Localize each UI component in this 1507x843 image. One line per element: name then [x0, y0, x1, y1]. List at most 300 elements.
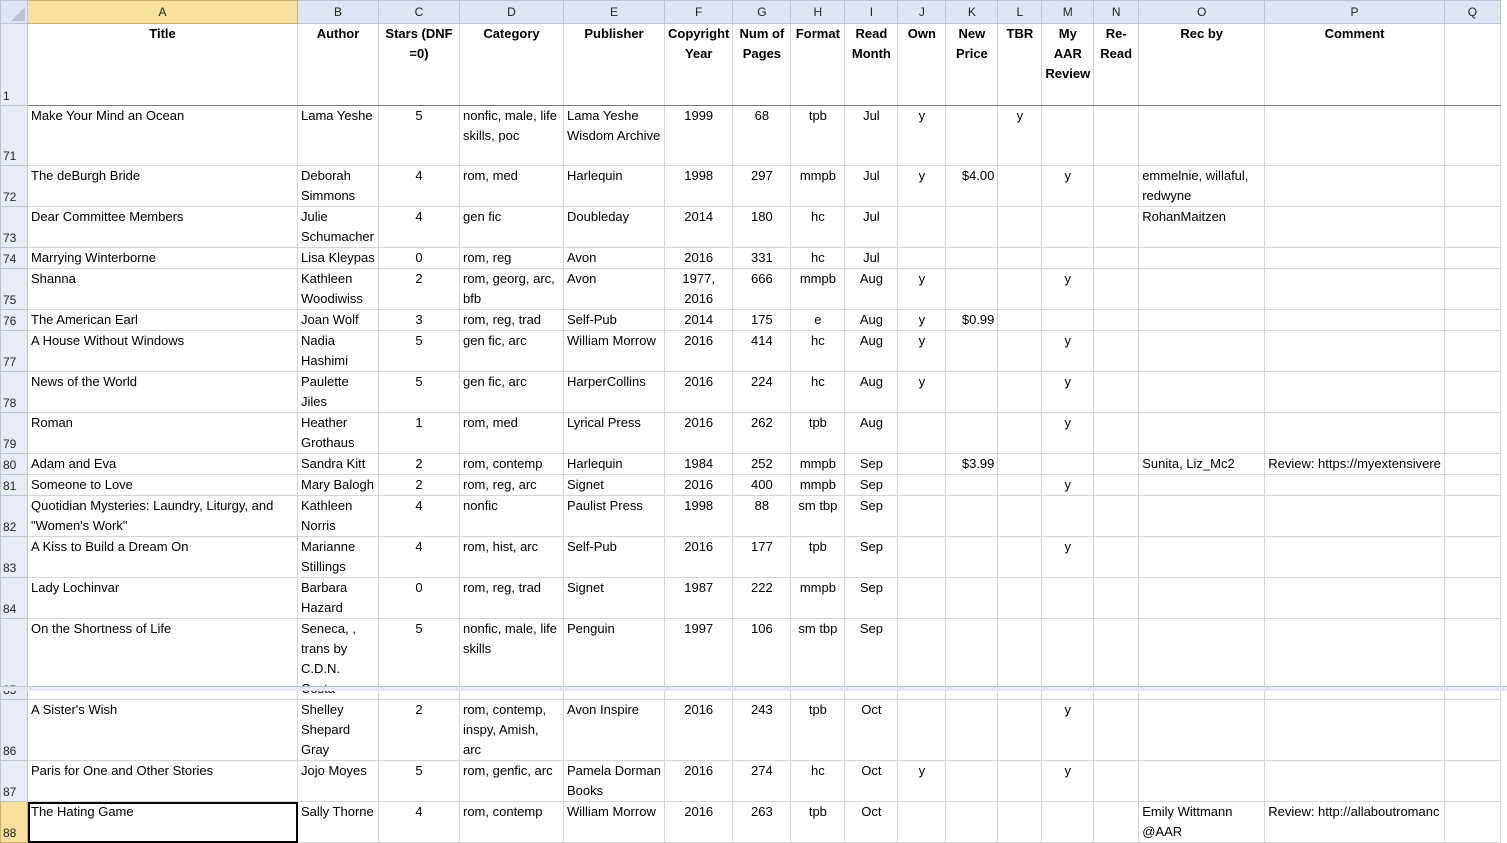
- column-header-o[interactable]: O: [1139, 1, 1265, 24]
- cell-b74[interactable]: Lisa Kleypas: [298, 248, 379, 269]
- cell-d86[interactable]: rom, contemp, inspy, Amish, arc: [460, 700, 564, 761]
- cell-h79[interactable]: tpb: [791, 413, 845, 454]
- column-title-d[interactable]: Category: [460, 24, 564, 106]
- cell-h77[interactable]: hc: [791, 331, 845, 372]
- cell-n87[interactable]: [1094, 761, 1139, 802]
- cell-m87[interactable]: y: [1042, 761, 1094, 802]
- cell-b78[interactable]: Paulette Jiles: [298, 372, 379, 413]
- cell-d75[interactable]: rom, georg, arc, bfb: [460, 269, 564, 310]
- cell-i78[interactable]: Aug: [845, 372, 898, 413]
- cell-c74[interactable]: 0: [379, 248, 460, 269]
- cell-i73[interactable]: Jul: [845, 207, 898, 248]
- cell-b76[interactable]: Joan Wolf: [298, 310, 379, 331]
- row-number[interactable]: 83: [1, 537, 28, 578]
- cell-k75[interactable]: [946, 269, 998, 310]
- cell-j83[interactable]: [898, 537, 946, 578]
- cell-c85[interactable]: 5: [379, 619, 460, 700]
- row-number[interactable]: 74: [1, 248, 28, 269]
- cell-c79[interactable]: 1: [379, 413, 460, 454]
- cell-f77[interactable]: 2016: [665, 331, 733, 372]
- cell-i83[interactable]: Sep: [845, 537, 898, 578]
- cell-k83[interactable]: [946, 537, 998, 578]
- cell-a71[interactable]: Make Your Mind an Ocean: [28, 106, 298, 166]
- cell-g79[interactable]: 262: [733, 413, 791, 454]
- cell-e75[interactable]: Avon: [564, 269, 665, 310]
- cell-n71[interactable]: [1094, 106, 1139, 166]
- cell-i74[interactable]: Jul: [845, 248, 898, 269]
- cell-f72[interactable]: 1998: [665, 166, 733, 207]
- cell-m86[interactable]: y: [1042, 700, 1094, 761]
- cell-k86[interactable]: [946, 700, 998, 761]
- cell-c72[interactable]: 4: [379, 166, 460, 207]
- cell-j76[interactable]: y: [898, 310, 946, 331]
- cell-n78[interactable]: [1094, 372, 1139, 413]
- cell-h85[interactable]: sm tbp: [791, 619, 845, 700]
- cell-l81[interactable]: [998, 475, 1042, 496]
- cell-e78[interactable]: HarperCollins: [564, 372, 665, 413]
- cell-m84[interactable]: [1042, 578, 1094, 619]
- cell-n76[interactable]: [1094, 310, 1139, 331]
- cell-k74[interactable]: [946, 248, 998, 269]
- cell-b72[interactable]: Deborah Simmons: [298, 166, 379, 207]
- cell-d77[interactable]: gen fic, arc: [460, 331, 564, 372]
- cell-i88[interactable]: Oct: [845, 802, 898, 843]
- cell-q72[interactable]: [1444, 166, 1500, 207]
- cell-d74[interactable]: rom, reg: [460, 248, 564, 269]
- cell-a73[interactable]: Dear Committee Members: [28, 207, 298, 248]
- cell-b80[interactable]: Sandra Kitt: [298, 454, 379, 475]
- cell-l80[interactable]: [998, 454, 1042, 475]
- cell-c71[interactable]: 5: [379, 106, 460, 166]
- cell-k77[interactable]: [946, 331, 998, 372]
- cell-j77[interactable]: y: [898, 331, 946, 372]
- cell-d80[interactable]: rom, contemp: [460, 454, 564, 475]
- cell-c76[interactable]: 3: [379, 310, 460, 331]
- cell-p87[interactable]: [1265, 761, 1445, 802]
- cell-g83[interactable]: 177: [733, 537, 791, 578]
- cell-a77[interactable]: A House Without Windows: [28, 331, 298, 372]
- cell-n74[interactable]: [1094, 248, 1139, 269]
- cell-h84[interactable]: mmpb: [791, 578, 845, 619]
- cell-j81[interactable]: [898, 475, 946, 496]
- cell-j88[interactable]: [898, 802, 946, 843]
- cell-q76[interactable]: [1444, 310, 1500, 331]
- cell-l84[interactable]: [998, 578, 1042, 619]
- cell-f87[interactable]: 2016: [665, 761, 733, 802]
- cell-o86[interactable]: [1139, 700, 1265, 761]
- cell-h88[interactable]: tpb: [791, 802, 845, 843]
- cell-a78[interactable]: News of the World: [28, 372, 298, 413]
- cell-o82[interactable]: [1139, 496, 1265, 537]
- cell-o81[interactable]: [1139, 475, 1265, 496]
- cell-m88[interactable]: [1042, 802, 1094, 843]
- cell-p84[interactable]: [1265, 578, 1445, 619]
- cell-d88[interactable]: rom, contemp: [460, 802, 564, 843]
- row-number[interactable]: 72: [1, 166, 28, 207]
- cell-a88[interactable]: The Hating Game: [28, 802, 298, 843]
- cell-d82[interactable]: nonfic: [460, 496, 564, 537]
- cell-n83[interactable]: [1094, 537, 1139, 578]
- cell-j74[interactable]: [898, 248, 946, 269]
- row-number[interactable]: 81: [1, 475, 28, 496]
- cell-b77[interactable]: Nadia Hashimi: [298, 331, 379, 372]
- cell-j75[interactable]: y: [898, 269, 946, 310]
- cell-g82[interactable]: 88: [733, 496, 791, 537]
- cell-i76[interactable]: Aug: [845, 310, 898, 331]
- cell-p86[interactable]: [1265, 700, 1445, 761]
- cell-f78[interactable]: 2016: [665, 372, 733, 413]
- cell-i86[interactable]: Oct: [845, 700, 898, 761]
- cell-k79[interactable]: [946, 413, 998, 454]
- cell-n75[interactable]: [1094, 269, 1139, 310]
- column-header-f[interactable]: F: [665, 1, 733, 24]
- cell-j87[interactable]: y: [898, 761, 946, 802]
- column-title-i[interactable]: Read Month: [845, 24, 898, 106]
- cell-g77[interactable]: 414: [733, 331, 791, 372]
- cell-q75[interactable]: [1444, 269, 1500, 310]
- column-header-p[interactable]: P: [1265, 1, 1445, 24]
- cell-a84[interactable]: Lady Lochinvar: [28, 578, 298, 619]
- cell-i72[interactable]: Jul: [845, 166, 898, 207]
- cell-d73[interactable]: gen fic: [460, 207, 564, 248]
- column-title-q[interactable]: [1444, 24, 1500, 106]
- cell-a74[interactable]: Marrying Winterborne: [28, 248, 298, 269]
- cell-p78[interactable]: [1265, 372, 1445, 413]
- cell-k80[interactable]: $3.99: [946, 454, 998, 475]
- cell-f81[interactable]: 2016: [665, 475, 733, 496]
- cell-c80[interactable]: 2: [379, 454, 460, 475]
- cell-h73[interactable]: hc: [791, 207, 845, 248]
- cell-g80[interactable]: 252: [733, 454, 791, 475]
- cell-e81[interactable]: Signet: [564, 475, 665, 496]
- cell-a76[interactable]: The American Earl: [28, 310, 298, 331]
- cell-m76[interactable]: [1042, 310, 1094, 331]
- cell-b75[interactable]: Kathleen Woodiwiss: [298, 269, 379, 310]
- cell-a87[interactable]: Paris for One and Other Stories: [28, 761, 298, 802]
- cell-h74[interactable]: hc: [791, 248, 845, 269]
- cell-q79[interactable]: [1444, 413, 1500, 454]
- column-header-a[interactable]: A: [28, 1, 298, 24]
- cell-o84[interactable]: [1139, 578, 1265, 619]
- cell-f79[interactable]: 2016: [665, 413, 733, 454]
- column-header-b[interactable]: B: [298, 1, 379, 24]
- cell-o76[interactable]: [1139, 310, 1265, 331]
- cell-g86[interactable]: 243: [733, 700, 791, 761]
- cell-e88[interactable]: William Morrow: [564, 802, 665, 843]
- column-title-o[interactable]: Rec by: [1139, 24, 1265, 106]
- cell-c82[interactable]: 4: [379, 496, 460, 537]
- cell-n73[interactable]: [1094, 207, 1139, 248]
- cell-q78[interactable]: [1444, 372, 1500, 413]
- cell-q84[interactable]: [1444, 578, 1500, 619]
- cell-g71[interactable]: 68: [733, 106, 791, 166]
- column-header-l[interactable]: L: [998, 1, 1042, 24]
- cell-p71[interactable]: [1265, 106, 1445, 166]
- row-number[interactable]: 84: [1, 578, 28, 619]
- cell-k78[interactable]: [946, 372, 998, 413]
- cell-e86[interactable]: Avon Inspire: [564, 700, 665, 761]
- column-header-n[interactable]: N: [1094, 1, 1139, 24]
- cell-k88[interactable]: [946, 802, 998, 843]
- cell-h71[interactable]: tpb: [791, 106, 845, 166]
- cell-e83[interactable]: Self-Pub: [564, 537, 665, 578]
- cell-m82[interactable]: [1042, 496, 1094, 537]
- column-title-b[interactable]: Author: [298, 24, 379, 106]
- cell-i80[interactable]: Sep: [845, 454, 898, 475]
- cell-m81[interactable]: y: [1042, 475, 1094, 496]
- column-title-j[interactable]: Own: [898, 24, 946, 106]
- cell-b85[interactable]: Seneca, , trans by C.D.N.: [298, 619, 379, 700]
- cell-q86[interactable]: [1444, 700, 1500, 761]
- cell-j73[interactable]: [898, 207, 946, 248]
- cell-c83[interactable]: 4: [379, 537, 460, 578]
- row-number[interactable]: 87: [1, 761, 28, 802]
- column-header-k[interactable]: K: [946, 1, 998, 24]
- row-number[interactable]: 88: [1, 802, 28, 843]
- cell-o74[interactable]: [1139, 248, 1265, 269]
- cell-c73[interactable]: 4: [379, 207, 460, 248]
- cell-h81[interactable]: mmpb: [791, 475, 845, 496]
- cell-q88[interactable]: [1444, 802, 1500, 843]
- cell-a86[interactable]: A Sister's Wish: [28, 700, 298, 761]
- cell-b71[interactable]: Lama Yeshe: [298, 106, 379, 166]
- cell-m78[interactable]: y: [1042, 372, 1094, 413]
- cell-j79[interactable]: [898, 413, 946, 454]
- cell-m79[interactable]: y: [1042, 413, 1094, 454]
- cell-i77[interactable]: Aug: [845, 331, 898, 372]
- cell-e79[interactable]: Lyrical Press: [564, 413, 665, 454]
- cell-f80[interactable]: 1984: [665, 454, 733, 475]
- column-header-m[interactable]: M: [1042, 1, 1094, 24]
- cell-a85[interactable]: On the Shortness of Life: [28, 619, 298, 700]
- cell-d85[interactable]: nonfic, male, life skills: [460, 619, 564, 700]
- cell-n88[interactable]: [1094, 802, 1139, 843]
- cell-e87[interactable]: Pamela Dorman Books: [564, 761, 665, 802]
- column-header-d[interactable]: D: [460, 1, 564, 24]
- row-number[interactable]: 76: [1, 310, 28, 331]
- cell-a81[interactable]: Someone to Love: [28, 475, 298, 496]
- cell-o78[interactable]: [1139, 372, 1265, 413]
- cell-h72[interactable]: mmpb: [791, 166, 845, 207]
- row-number[interactable]: 86: [1, 700, 28, 761]
- cell-p72[interactable]: [1265, 166, 1445, 207]
- column-title-n[interactable]: Re-Read: [1094, 24, 1139, 106]
- cell-g78[interactable]: 224: [733, 372, 791, 413]
- cell-i87[interactable]: Oct: [845, 761, 898, 802]
- cell-i79[interactable]: Aug: [845, 413, 898, 454]
- cell-n82[interactable]: [1094, 496, 1139, 537]
- cell-e84[interactable]: Signet: [564, 578, 665, 619]
- cell-j86[interactable]: [898, 700, 946, 761]
- cell-f86[interactable]: 2016: [665, 700, 733, 761]
- cell-k87[interactable]: [946, 761, 998, 802]
- cell-a80[interactable]: Adam and Eva: [28, 454, 298, 475]
- column-header-g[interactable]: G: [733, 1, 791, 24]
- cell-n80[interactable]: [1094, 454, 1139, 475]
- row-number[interactable]: 75: [1, 269, 28, 310]
- cell-c87[interactable]: 5: [379, 761, 460, 802]
- cell-b81[interactable]: Mary Balogh: [298, 475, 379, 496]
- cell-o75[interactable]: [1139, 269, 1265, 310]
- row-number[interactable]: 1: [1, 24, 28, 106]
- select-all-corner[interactable]: [1, 1, 28, 24]
- cell-l88[interactable]: [998, 802, 1042, 843]
- cell-q83[interactable]: [1444, 537, 1500, 578]
- cell-l72[interactable]: [998, 166, 1042, 207]
- cell-a79[interactable]: Roman: [28, 413, 298, 454]
- cell-m83[interactable]: y: [1042, 537, 1094, 578]
- cell-a82[interactable]: Quotidian Mysteries: Laundry, Liturgy, and "Women's Work": [28, 496, 298, 537]
- cell-e76[interactable]: Self-Pub: [564, 310, 665, 331]
- column-title-h[interactable]: Format: [791, 24, 845, 106]
- cell-m75[interactable]: y: [1042, 269, 1094, 310]
- cell-l78[interactable]: [998, 372, 1042, 413]
- cell-c75[interactable]: 2: [379, 269, 460, 310]
- cell-m71[interactable]: [1042, 106, 1094, 166]
- cell-n81[interactable]: [1094, 475, 1139, 496]
- cell-k81[interactable]: [946, 475, 998, 496]
- cell-l71[interactable]: y: [998, 106, 1042, 166]
- cell-m77[interactable]: y: [1042, 331, 1094, 372]
- cell-h86[interactable]: tpb: [791, 700, 845, 761]
- cell-e82[interactable]: Paulist Press: [564, 496, 665, 537]
- cell-l75[interactable]: [998, 269, 1042, 310]
- cell-g85[interactable]: 106: [733, 619, 791, 700]
- cell-h83[interactable]: tpb: [791, 537, 845, 578]
- cell-k82[interactable]: [946, 496, 998, 537]
- cell-f71[interactable]: 1999: [665, 106, 733, 166]
- cell-c88[interactable]: 4: [379, 802, 460, 843]
- cell-n86[interactable]: [1094, 700, 1139, 761]
- cell-f85[interactable]: 1997: [665, 619, 733, 700]
- row-number[interactable]: 73: [1, 207, 28, 248]
- column-title-m[interactable]: My AAR Review: [1042, 24, 1094, 106]
- cell-b86[interactable]: Shelley Shepard Gray: [298, 700, 379, 761]
- column-title-l[interactable]: TBR: [998, 24, 1042, 106]
- cell-o73[interactable]: RohanMaitzen: [1139, 207, 1265, 248]
- cell-p74[interactable]: [1265, 248, 1445, 269]
- cell-e72[interactable]: Harlequin: [564, 166, 665, 207]
- cell-d78[interactable]: gen fic, arc: [460, 372, 564, 413]
- cell-p79[interactable]: [1265, 413, 1445, 454]
- cell-e80[interactable]: Harlequin: [564, 454, 665, 475]
- cell-j80[interactable]: [898, 454, 946, 475]
- cell-g72[interactable]: 297: [733, 166, 791, 207]
- cell-o83[interactable]: [1139, 537, 1265, 578]
- cell-p80[interactable]: Review: https://myextensivere: [1265, 454, 1445, 475]
- cell-c78[interactable]: 5: [379, 372, 460, 413]
- cell-j72[interactable]: y: [898, 166, 946, 207]
- cell-e71[interactable]: Lama Yeshe Wisdom Archive: [564, 106, 665, 166]
- cell-d72[interactable]: rom, med: [460, 166, 564, 207]
- cell-h78[interactable]: hc: [791, 372, 845, 413]
- cell-h80[interactable]: mmpb: [791, 454, 845, 475]
- column-title-e[interactable]: Publisher: [564, 24, 665, 106]
- horizontal-scrollbar[interactable]: [0, 686, 1507, 691]
- cell-o87[interactable]: [1139, 761, 1265, 802]
- cell-f76[interactable]: 2014: [665, 310, 733, 331]
- row-number[interactable]: 77: [1, 331, 28, 372]
- cell-n77[interactable]: [1094, 331, 1139, 372]
- cell-f75[interactable]: 1977, 2016: [665, 269, 733, 310]
- cell-q80[interactable]: [1444, 454, 1500, 475]
- column-title-p[interactable]: Comment: [1265, 24, 1445, 106]
- cell-g73[interactable]: 180: [733, 207, 791, 248]
- cell-b88[interactable]: Sally Thorne: [298, 802, 379, 843]
- cell-q81[interactable]: [1444, 475, 1500, 496]
- cell-e74[interactable]: Avon: [564, 248, 665, 269]
- cell-l82[interactable]: [998, 496, 1042, 537]
- cell-l77[interactable]: [998, 331, 1042, 372]
- cell-p82[interactable]: [1265, 496, 1445, 537]
- row-number[interactable]: 82: [1, 496, 28, 537]
- cell-i81[interactable]: Sep: [845, 475, 898, 496]
- column-title-g[interactable]: Num of Pages: [733, 24, 791, 106]
- cell-k72[interactable]: $4.00: [946, 166, 998, 207]
- cell-g75[interactable]: 666: [733, 269, 791, 310]
- cell-q74[interactable]: [1444, 248, 1500, 269]
- column-header-q[interactable]: Q: [1444, 1, 1500, 24]
- cell-m72[interactable]: y: [1042, 166, 1094, 207]
- cell-b83[interactable]: Marianne Stillings: [298, 537, 379, 578]
- cell-g88[interactable]: 263: [733, 802, 791, 843]
- cell-j78[interactable]: y: [898, 372, 946, 413]
- cell-p88[interactable]: Review: http://allaboutromanc: [1265, 802, 1445, 843]
- cell-l76[interactable]: [998, 310, 1042, 331]
- cell-f73[interactable]: 2014: [665, 207, 733, 248]
- column-header-e[interactable]: E: [564, 1, 665, 24]
- cell-d84[interactable]: rom, reg, trad: [460, 578, 564, 619]
- row-number[interactable]: 80: [1, 454, 28, 475]
- cell-l86[interactable]: [998, 700, 1042, 761]
- cell-c86[interactable]: 2: [379, 700, 460, 761]
- row-number[interactable]: 79: [1, 413, 28, 454]
- cell-p83[interactable]: [1265, 537, 1445, 578]
- cell-b73[interactable]: Julie Schumacher: [298, 207, 379, 248]
- cell-f84[interactable]: 1987: [665, 578, 733, 619]
- cell-f88[interactable]: 2016: [665, 802, 733, 843]
- cell-l83[interactable]: [998, 537, 1042, 578]
- cell-f83[interactable]: 2016: [665, 537, 733, 578]
- cell-o72[interactable]: emmelnie, willaful, redwyne: [1139, 166, 1265, 207]
- cell-a72[interactable]: The deBurgh Bride: [28, 166, 298, 207]
- column-title-c[interactable]: Stars (DNF =0): [379, 24, 460, 106]
- cell-a83[interactable]: A Kiss to Build a Dream On: [28, 537, 298, 578]
- cell-g76[interactable]: 175: [733, 310, 791, 331]
- cell-h87[interactable]: hc: [791, 761, 845, 802]
- column-title-a[interactable]: Title: [28, 24, 298, 106]
- cell-b79[interactable]: Heather Grothaus: [298, 413, 379, 454]
- cell-l79[interactable]: [998, 413, 1042, 454]
- cell-c84[interactable]: 0: [379, 578, 460, 619]
- cell-k73[interactable]: [946, 207, 998, 248]
- cell-k84[interactable]: [946, 578, 998, 619]
- cell-m73[interactable]: [1042, 207, 1094, 248]
- column-title-k[interactable]: New Price: [946, 24, 998, 106]
- cell-b82[interactable]: Kathleen Norris: [298, 496, 379, 537]
- cell-e73[interactable]: Doubleday: [564, 207, 665, 248]
- cell-p75[interactable]: [1265, 269, 1445, 310]
- cell-b84[interactable]: Barbara Hazard: [298, 578, 379, 619]
- cell-d79[interactable]: rom, med: [460, 413, 564, 454]
- column-header-i[interactable]: I: [845, 1, 898, 24]
- cell-d83[interactable]: rom, hist, arc: [460, 537, 564, 578]
- cell-k71[interactable]: [946, 106, 998, 166]
- cell-d71[interactable]: nonfic, male, life skills, poc: [460, 106, 564, 166]
- cell-n84[interactable]: [1094, 578, 1139, 619]
- cell-j84[interactable]: [898, 578, 946, 619]
- cell-f82[interactable]: 1998: [665, 496, 733, 537]
